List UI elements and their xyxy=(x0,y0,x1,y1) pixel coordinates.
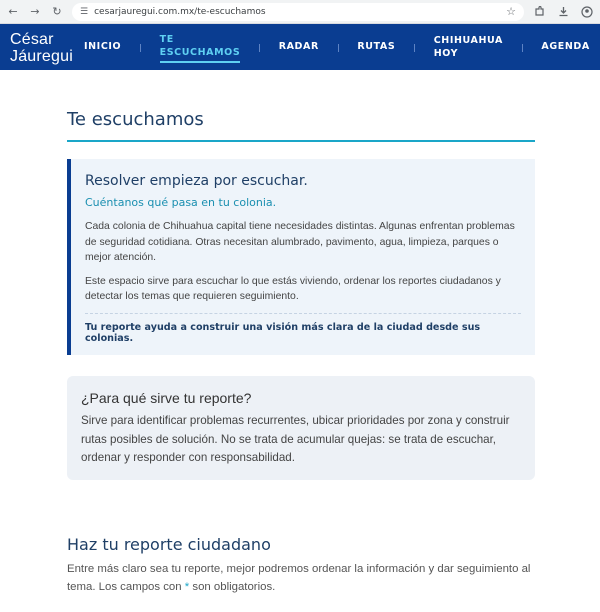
report-intro xyxy=(67,560,535,596)
nav-chihuahua-hoy-line-2: HOY xyxy=(433,47,459,59)
nav-divider xyxy=(414,44,415,52)
nav-divider xyxy=(140,44,141,52)
url-text: cesarjauregui.com.mx/te-escuchamos xyxy=(94,6,266,17)
main-nav xyxy=(84,33,590,63)
required-asterisk: * xyxy=(184,581,190,593)
intro-heading: Resolver empieza por escuchar. xyxy=(85,173,308,189)
reload-icon[interactable]: ↻ xyxy=(52,5,62,18)
back-icon[interactable]: ← xyxy=(8,5,18,18)
bookmark-star-icon[interactable]: ☆ xyxy=(506,5,516,18)
extensions-icon[interactable] xyxy=(532,5,546,19)
nav-chihuahua-hoy-line-1: CHIHUAHUA xyxy=(433,34,504,46)
address-bar[interactable] xyxy=(72,3,524,21)
intro-paragraph-1: Cada colonia de Chihuahua capital tiene necesidades distintas. Algunas enfrentan problemas de seguridad cotidiana. Otras necesitan alumbrado, pavimento, agua, limpieza, parques o mejor atención. xyxy=(85,221,515,263)
brand-line-2: Jáuregui xyxy=(10,47,73,65)
page-title: Te escuchamos xyxy=(67,95,535,142)
nav-te-escuchamos-line-2: ESCUCHAMOS xyxy=(159,46,241,58)
site-header xyxy=(0,24,600,70)
brand-line-1: César xyxy=(10,30,54,48)
purpose-card xyxy=(67,376,535,480)
site-settings-icon[interactable]: ☰ xyxy=(80,6,89,17)
intro-divider xyxy=(85,313,521,314)
intro-highlight: Tu reporte ayuda a construir una visión más clara de la ciudad desde sus colonias. xyxy=(85,321,481,344)
site-logo[interactable] xyxy=(10,31,80,65)
intro-subheading: Cuéntanos qué pasa en tu colonia. xyxy=(85,196,277,209)
report-intro-text: Entre más claro sea tu reporte, mejor podremos ordenar la información y dar seguimiento al tema. Los campos con xyxy=(67,563,531,593)
forward-icon[interactable]: → xyxy=(30,5,40,18)
main-content xyxy=(67,95,535,596)
nav-chihuahua-hoy[interactable] xyxy=(434,34,503,62)
nav-radar[interactable]: RADAR xyxy=(278,41,319,52)
nav-divider xyxy=(259,44,260,52)
intro-card xyxy=(67,159,535,355)
nav-te-escuchamos[interactable] xyxy=(160,33,241,63)
purpose-body: Sirve para identificar problemas recurrentes, ubicar prioridades por zona y construir rutas posibles de solución. No se trata de acumular quejas: se trata de escuchar, ordenar y responder con responsabilidad. xyxy=(81,414,510,464)
nav-agenda[interactable]: AGENDA xyxy=(541,41,590,52)
nav-divider xyxy=(522,44,523,52)
purpose-heading: ¿Para qué sirve tu reporte? xyxy=(81,390,252,406)
report-section xyxy=(67,535,535,596)
report-intro-end: son obligatorios. xyxy=(189,581,276,593)
browser-toolbar xyxy=(0,0,600,24)
intro-paragraph-2: Este espacio sirve para escuchar lo que estás viviendo, ordenar los reportes ciudadanos y detectar los temas que requieren seguimiento. xyxy=(85,275,501,302)
report-heading: Haz tu reporte ciudadano xyxy=(67,535,271,554)
nav-divider xyxy=(338,44,339,52)
profile-icon[interactable] xyxy=(580,5,594,19)
download-icon[interactable] xyxy=(556,5,570,19)
nav-inicio[interactable]: INICIO xyxy=(84,41,122,52)
nav-rutas[interactable]: RUTAS xyxy=(357,41,396,52)
nav-te-escuchamos-line-1: TE xyxy=(159,33,174,45)
